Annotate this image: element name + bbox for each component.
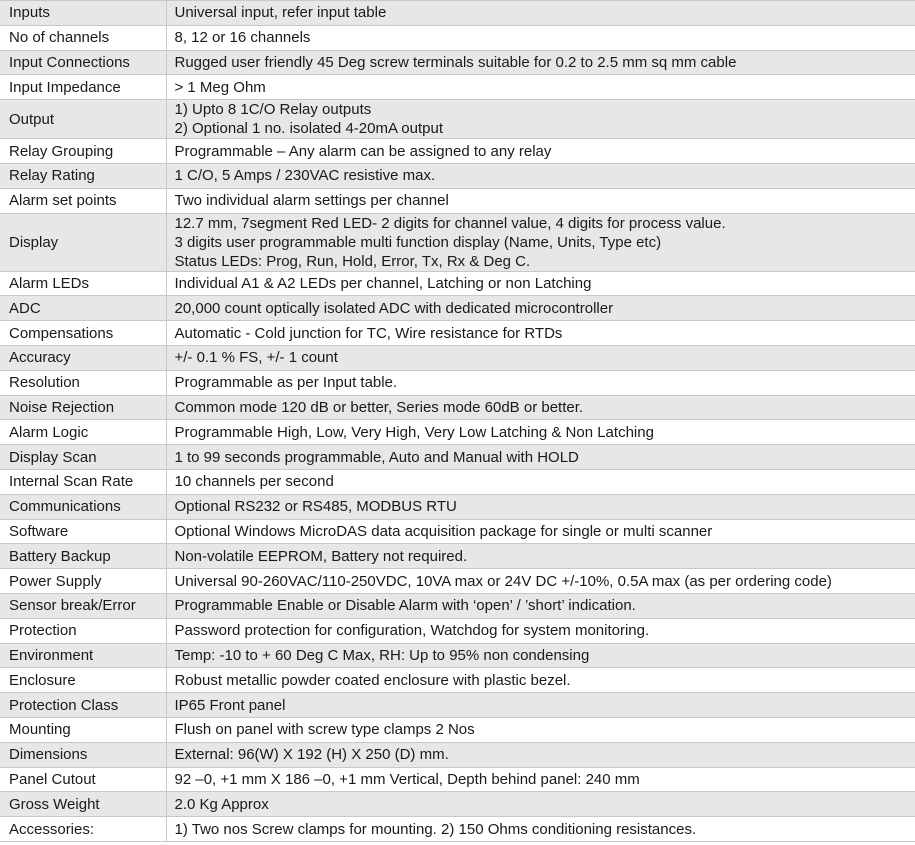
spec-value [166, 643, 915, 668]
spec-row [0, 321, 915, 346]
spec-value [166, 1, 915, 26]
spec-row [0, 25, 915, 50]
spec-value [166, 469, 915, 494]
spec-value [166, 213, 915, 271]
spec-value [166, 100, 915, 139]
spec-row [0, 271, 915, 296]
spec-value-line: 1 to 99 seconds programmable, Auto and Manual with HOLD [174, 448, 579, 466]
spec-label: Compensations [0, 321, 166, 346]
spec-value-line: Robust metallic powder coated enclosure with plastic bezel. [174, 671, 571, 689]
spec-value-line: 12.7 mm, 7segment Red LED- 2 digits for channel value, 4 digits for process value. [174, 214, 726, 232]
spec-row [0, 817, 915, 842]
spec-value [166, 668, 915, 693]
spec-value-line: +/- 0.1 % FS, +/- 1 count [174, 349, 338, 367]
spec-row [0, 569, 915, 594]
spec-value [166, 593, 915, 618]
spec-row [0, 100, 915, 139]
spec-row [0, 469, 915, 494]
spec-value-line: 2.0 Kg Approx [174, 795, 269, 813]
spec-label: Accuracy [0, 345, 166, 370]
spec-row [0, 544, 915, 569]
spec-label: Internal Scan Rate [0, 469, 166, 494]
spec-value [166, 693, 915, 718]
spec-value [166, 792, 915, 817]
spec-label: Relay Grouping [0, 139, 166, 164]
spec-label: Output [0, 100, 166, 139]
spec-label: Protection Class [0, 693, 166, 718]
spec-table-body [0, 1, 915, 842]
spec-row [0, 1, 915, 26]
spec-value-line: Programmable Enable or Disable Alarm with ‘open’ / ’short’ indication. [174, 597, 636, 615]
spec-row [0, 163, 915, 188]
spec-value [166, 420, 915, 445]
spec-row [0, 188, 915, 213]
spec-row [0, 494, 915, 519]
spec-value-line: 3 digits user programmable multi function display (Name, Units, Type etc) [174, 233, 662, 251]
spec-row [0, 213, 915, 271]
spec-label: Alarm LEDs [0, 271, 166, 296]
spec-value-line: 2) Optional 1 no. isolated 4-20mA output [174, 120, 444, 138]
spec-label: Display [0, 213, 166, 271]
spec-value-line: Optional RS232 or RS485, MODBUS RTU [174, 498, 457, 516]
spec-label: Relay Rating [0, 163, 166, 188]
spec-value [166, 271, 915, 296]
spec-label: Input Connections [0, 50, 166, 75]
spec-label: Noise Rejection [0, 395, 166, 420]
spec-value [166, 767, 915, 792]
spec-value [166, 519, 915, 544]
spec-value-line: Temp: -10 to + 60 Deg C Max, RH: Up to 95% non condensing [174, 646, 590, 664]
spec-value [166, 395, 915, 420]
spec-row [0, 643, 915, 668]
spec-row [0, 75, 915, 100]
spec-value-line: 20,000 count optically isolated ADC with dedicated microcontroller [174, 299, 614, 317]
spec-row [0, 296, 915, 321]
spec-value-line: Optional Windows MicroDAS data acquisition package for single or multi scanner [174, 522, 713, 540]
spec-value-line: > 1 Meg Ohm [174, 78, 266, 96]
spec-value-line: External: 96(W) X 192 (H) X 250 (D) mm. [174, 746, 449, 764]
spec-value [166, 717, 915, 742]
spec-value [166, 25, 915, 50]
spec-value-line: Flush on panel with screw type clamps 2 Nos [174, 721, 475, 739]
spec-value-line: Programmable High, Low, Very High, Very Low Latching & Non Latching [174, 423, 654, 441]
spec-value [166, 75, 915, 100]
spec-row [0, 50, 915, 75]
spec-value-line: Status LEDs: Prog, Run, Hold, Error, Tx, Rx & Deg C. [174, 252, 531, 270]
spec-label: Enclosure [0, 668, 166, 693]
spec-label: Sensor break/Error [0, 593, 166, 618]
spec-value [166, 50, 915, 75]
spec-value-line: Automatic - Cold junction for TC, Wire resistance for RTDs [174, 324, 563, 342]
spec-value-line: 10 channels per second [174, 473, 334, 491]
spec-label: Dimensions [0, 742, 166, 767]
spec-label: Input Impedance [0, 75, 166, 100]
spec-value [166, 817, 915, 842]
spec-row [0, 668, 915, 693]
spec-label: Battery Backup [0, 544, 166, 569]
spec-row [0, 139, 915, 164]
spec-row [0, 742, 915, 767]
spec-label: Environment [0, 643, 166, 668]
spec-value-line: 8, 12 or 16 channels [174, 29, 311, 47]
spec-row [0, 395, 915, 420]
spec-value-line: Rugged user friendly 45 Deg screw terminals suitable for 0.2 to 2.5 mm sq mm cable [174, 53, 737, 71]
spec-value-line: 1) Two nos Screw clamps for mounting. 2) 150 Ohms conditioning resistances. [174, 820, 697, 838]
spec-label: Protection [0, 618, 166, 643]
spec-row [0, 618, 915, 643]
spec-row [0, 445, 915, 470]
spec-value-line: Universal input, refer input table [174, 4, 387, 22]
spec-label: Mounting [0, 717, 166, 742]
spec-value [166, 494, 915, 519]
spec-value [166, 296, 915, 321]
spec-label: Accessories: [0, 817, 166, 842]
spec-value [166, 370, 915, 395]
spec-value-line: Individual A1 & A2 LEDs per channel, Latching or non Latching [174, 274, 592, 292]
spec-label: Software [0, 519, 166, 544]
spec-row [0, 519, 915, 544]
spec-value-line: 92 –0, +1 mm X 186 –0, +1 mm Vertical, Depth behind panel: 240 mm [174, 770, 640, 788]
spec-value-line: Programmable – Any alarm can be assigned to any relay [174, 142, 552, 160]
spec-row [0, 792, 915, 817]
spec-value [166, 742, 915, 767]
spec-value-line: Common mode 120 dB or better, Series mode 60dB or better. [174, 398, 584, 416]
spec-value [166, 321, 915, 346]
spec-label: Inputs [0, 1, 166, 26]
spec-row [0, 767, 915, 792]
spec-label: Resolution [0, 370, 166, 395]
spec-value-line: 1 C/O, 5 Amps / 230VAC resistive max. [174, 167, 436, 185]
spec-row [0, 370, 915, 395]
spec-label: Alarm Logic [0, 420, 166, 445]
spec-value-line: Non-volatile EEPROM, Battery not required. [174, 547, 468, 565]
spec-value [166, 618, 915, 643]
spec-value-line: Programmable as per Input table. [174, 374, 398, 392]
spec-value-line: Universal 90-260VAC/110-250VDC, 10VA max or 24V DC +/-10%, 0.5A max (as per ordering code) [174, 572, 832, 590]
spec-value [166, 188, 915, 213]
spec-value [166, 569, 915, 594]
spec-value [166, 445, 915, 470]
spec-row [0, 345, 915, 370]
spec-label: Gross Weight [0, 792, 166, 817]
spec-value [166, 139, 915, 164]
spec-value-line: Password protection for configuration, Watchdog for system monitoring. [174, 622, 650, 640]
spec-row [0, 693, 915, 718]
spec-label: ADC [0, 296, 166, 321]
spec-value-line: IP65 Front panel [174, 696, 286, 714]
spec-value [166, 345, 915, 370]
spec-value [166, 544, 915, 569]
spec-label: Display Scan [0, 445, 166, 470]
spec-label: Alarm set points [0, 188, 166, 213]
spec-label: Communications [0, 494, 166, 519]
spec-label: Panel Cutout [0, 767, 166, 792]
spec-label: No of channels [0, 25, 166, 50]
spec-row [0, 717, 915, 742]
spec-value-line: 1) Upto 8 1C/O Relay outputs [174, 101, 372, 119]
spec-row [0, 420, 915, 445]
spec-label: Power Supply [0, 569, 166, 594]
spec-value-line: Two individual alarm settings per channel [174, 192, 449, 210]
spec-row [0, 593, 915, 618]
spec-value [166, 163, 915, 188]
